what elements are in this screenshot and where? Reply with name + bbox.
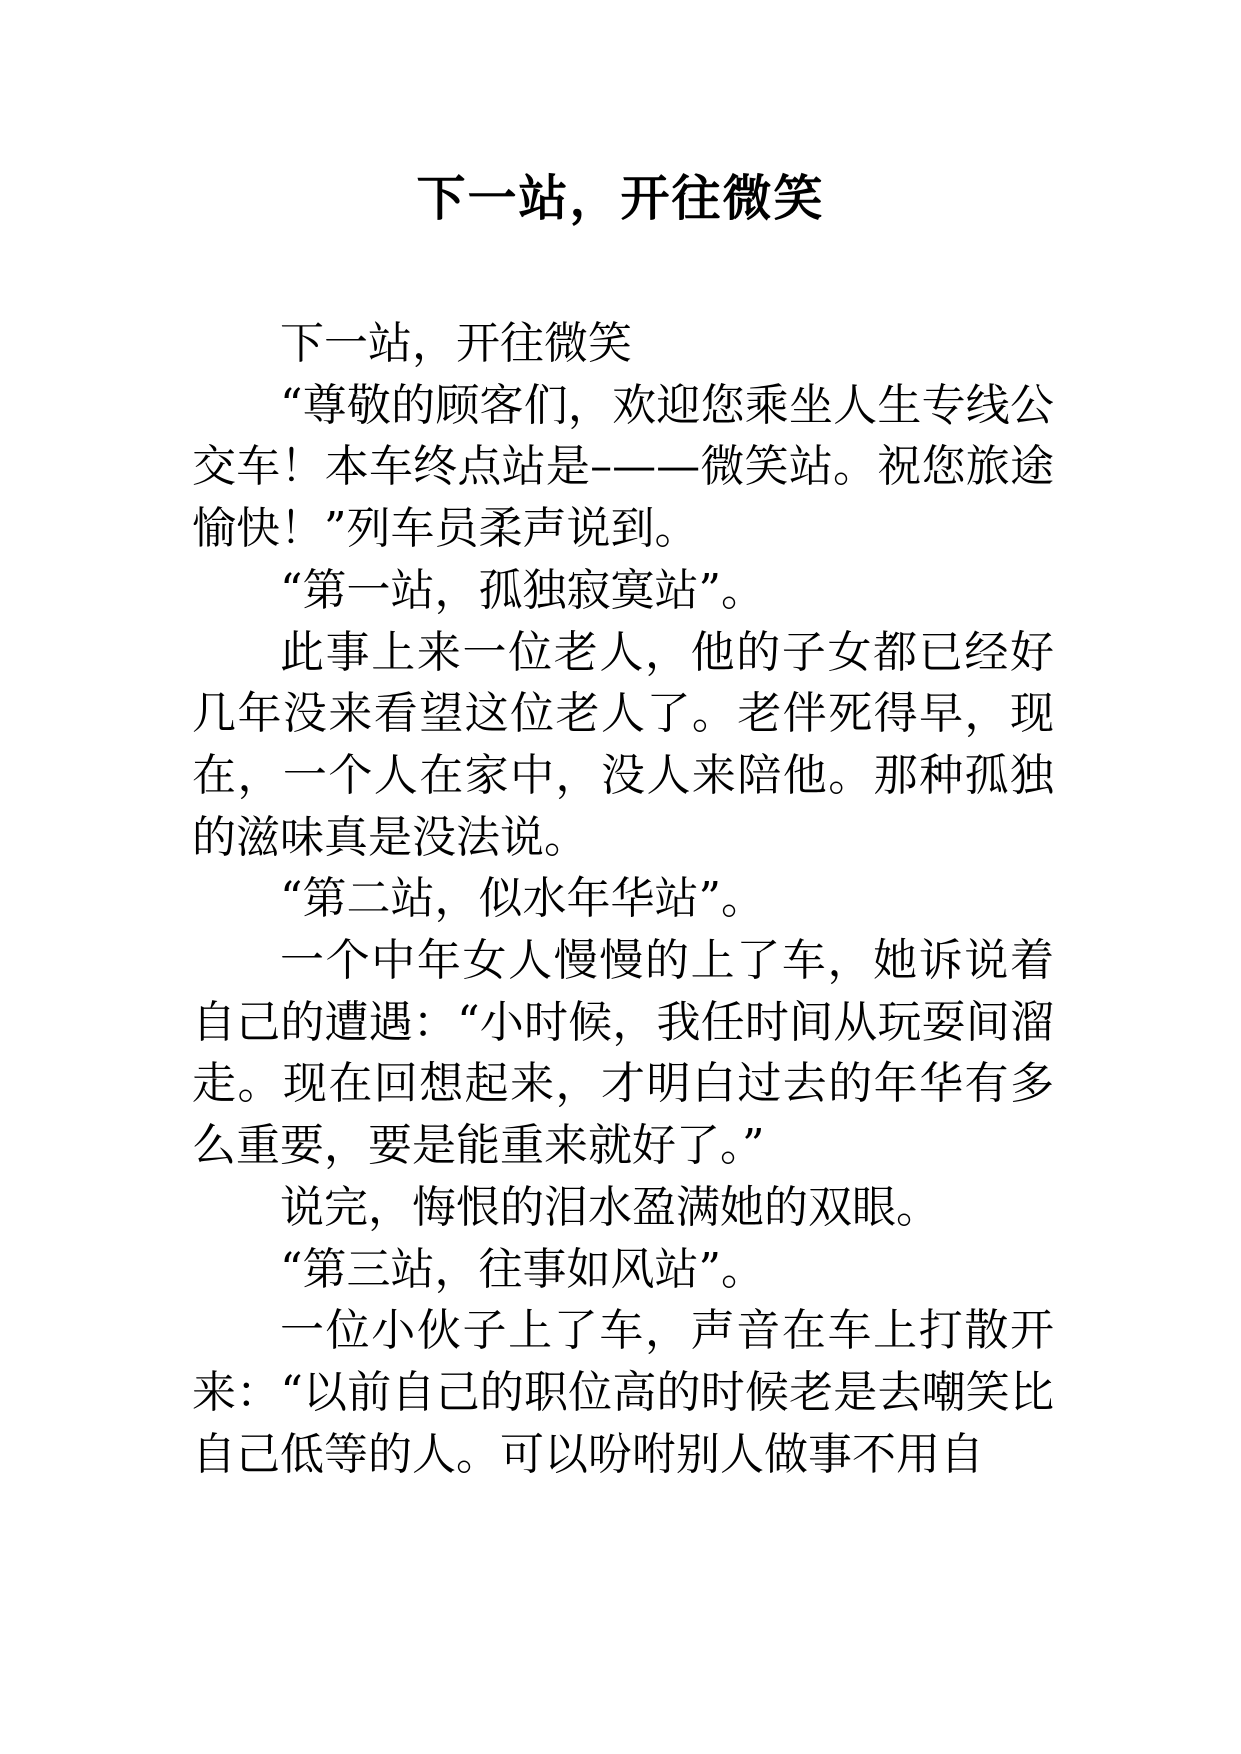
document-title: 下一站，开往微笑 (416, 169, 825, 227)
paragraph: “第一站，孤独寂寞站”。 (280, 564, 765, 616)
paragraph: “第三站，往事如风站”。 (280, 1243, 765, 1295)
document-body (192, 313, 1054, 1485)
paragraph: “第二站，似水年华站”。 (280, 873, 765, 925)
paragraph: 说完，悔恨的泪水盈满她的双眼。 (280, 1181, 940, 1233)
paragraph: 一个中年女人慢慢的上了车，她诉说着自己的遭遇：“小时候，我任时间从玩耍间溜走。现在回想起来，才明白过去的年华有多么重要，要是能重来就好了。” (192, 935, 1054, 1172)
paragraph: 此事上来一位老人，他的子女都已经好几年没来看望这位老人了。老伴死得早，现在，一个人在家中，没人来陪他。那种孤独的滋味真是没法说。 (192, 626, 1054, 863)
paragraph: 下一站，开往微笑 (280, 318, 632, 369)
paragraph: 一位小伙子上了车，声音在车上打散开来：“以前自己的职位高的时候老是去嘲笑比自己低等的人。可以吩咐别人做事不用自 (192, 1305, 1054, 1480)
paragraph: “尊敬的顾客们，欢迎您乘坐人生专线公交车！本车终点站是–——微笑站。祝您旅途愉快！”列车员柔声说到。 (192, 379, 1054, 555)
